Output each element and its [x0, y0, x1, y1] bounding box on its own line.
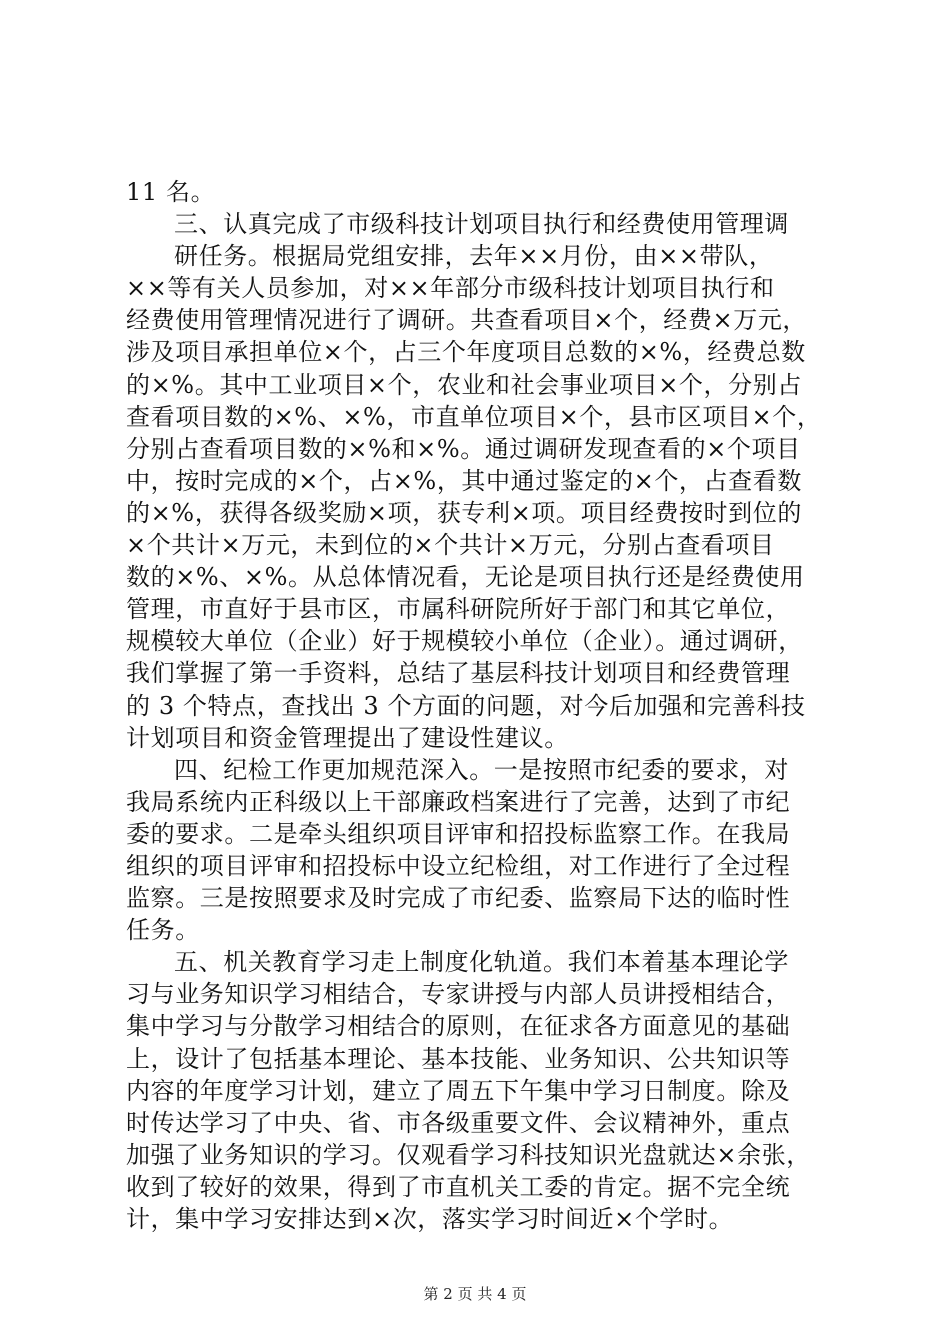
- text-line: 计划项目和资金管理提出了建设性建议。: [126, 723, 569, 752]
- text-line: 组织的项目评审和招投标中设立纪检组，对工作进行了全过程: [126, 851, 791, 880]
- text-line: 管理，市直好于县市区，市属科研院所好于部门和其它单位，: [126, 595, 791, 624]
- text-line: 收到了较好的效果，得到了市直机关工委的肯定。据不完全统: [126, 1172, 791, 1201]
- text-line: 委的要求。二是牵头组织项目评审和招投标监察工作。在我局: [126, 819, 791, 848]
- text-line: 时传达学习了中央、省、市各级重要文件、会议精神外，重点: [126, 1108, 791, 1137]
- text-line: ××等有关人员参加，对××年部分市级科技计划项目执行和: [126, 274, 775, 303]
- text-line: 我局系统内正科级以上干部廉政档案进行了完善，达到了市纪: [126, 787, 791, 816]
- text-line: 的×%。其中工业项目×个，农业和社会事业项目×个，分别占: [126, 370, 802, 399]
- paragraph-heading-3: 三、认真完成了市级科技计划项目执行和经费使用管理调: [174, 210, 789, 239]
- text-line: 涉及项目承担单位×个，占三个年度项目总数的×%，经费总数: [126, 338, 806, 367]
- text-line: 经费使用管理情况进行了调研。共查看项目×个，经费×万元，: [126, 306, 808, 335]
- paragraph-heading-4: 四、纪检工作更加规范深入。一是按照市纪委的要求，对: [174, 755, 789, 784]
- text-line: 的 3 个特点，查找出 3 个方面的问题，对今后加强和完善科技: [126, 691, 806, 720]
- page-number-footer: 第 2 页 共 4 页: [423, 1285, 527, 1303]
- text-line: 规模较大单位（企业）好于规模较小单位（企业）。通过调研，: [126, 627, 803, 656]
- text-line: 任务。: [126, 916, 200, 945]
- text-line: 集中学习与分散学习相结合的原则，在征求各方面意见的基础: [126, 1012, 791, 1041]
- text-line: 计，集中学习安排达到×次，落实学习时间近×个学时。: [126, 1205, 734, 1233]
- text-line: 研任务。根据局党组安排，去年××月份，由××带队，: [174, 242, 774, 271]
- text-line: 数的×%、×%。从总体情况看，无论是项目执行还是经费使用: [126, 563, 805, 592]
- text-line: 内容的年度学习计划，建立了周五下午集中学习日制度。除及: [126, 1076, 791, 1105]
- text-line: 上，设计了包括基本理论、基本技能、业务知识、公共知识等: [126, 1044, 791, 1073]
- text-line: 的×%，获得各级奖励×项，获专利×项。项目经费按时到位的: [126, 498, 802, 527]
- text-line: ×个共计×万元，未到位的×个共计×万元，分别占查看项目: [126, 531, 775, 560]
- text-line: 我们掌握了第一手资料，总结了基层科技计划项目和经费管理: [126, 659, 791, 688]
- paragraph-heading-5: 五、机关教育学习走上制度化轨道。我们本着基本理论学: [174, 948, 789, 977]
- text-line: 分别占查看项目数的×%和×%。通过调研发现查看的×个项目: [126, 434, 801, 463]
- text-line: 11 名。: [126, 178, 216, 206]
- text-line: 监察。三是按照要求及时完成了市纪委、监察局下达的临时性: [126, 884, 791, 913]
- document-body: [126, 176, 832, 1235]
- text-line: 中，按时完成的×个，占×%，其中通过鉴定的×个，占查看数: [126, 466, 802, 495]
- text-line: 查看项目数的×%、×%，市直单位项目×个，县市区项目×个，: [126, 402, 822, 431]
- text-line: 加强了业务知识的学习。仅观看学习科技知识光盘就达×余张，: [126, 1140, 811, 1169]
- text-line: 习与业务知识学习相结合，专家讲授与内部人员讲授相结合，: [126, 980, 791, 1009]
